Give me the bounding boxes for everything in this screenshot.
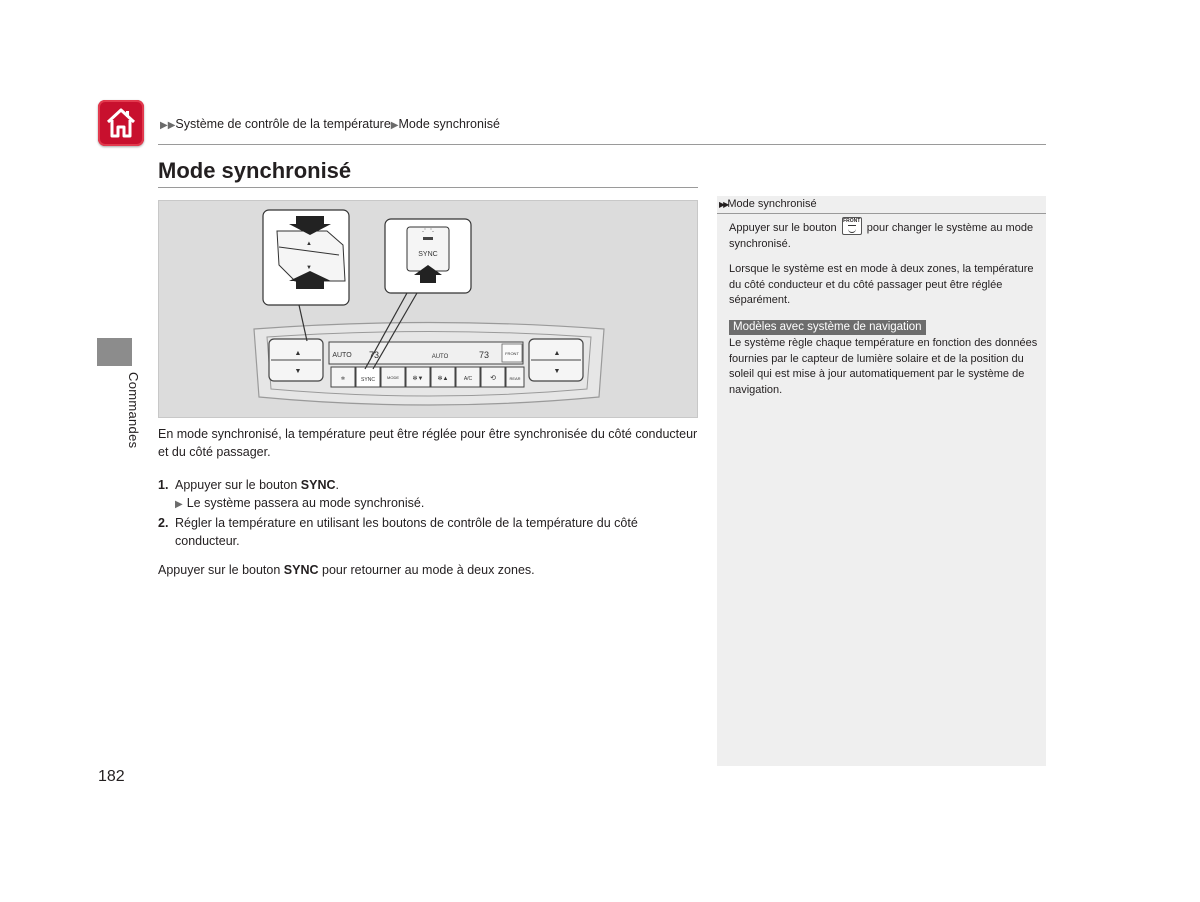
closing-text-end: pour retourner au mode à deux zones. xyxy=(318,563,535,577)
climate-display xyxy=(329,342,523,364)
indicator-light-icon: ⋰⋱ xyxy=(422,227,434,233)
title-divider xyxy=(158,187,698,188)
sync-label-large: SYNC xyxy=(418,251,438,258)
notes-sidebar xyxy=(717,196,1046,766)
recirculation-icon: ⟲ xyxy=(490,375,496,382)
ac-label-small: A/C xyxy=(463,376,473,382)
display-temp-left: 73 xyxy=(368,350,380,360)
reference-icon: ▶▶ xyxy=(719,200,728,209)
auto-left-label: AUTO xyxy=(332,352,352,359)
breadcrumb xyxy=(160,117,500,131)
fan-down-icon: ✻▼ xyxy=(412,376,424,382)
sidebar-title xyxy=(717,196,1046,214)
home-icon xyxy=(105,107,137,139)
header-divider xyxy=(158,144,1046,145)
display-temp-right: 73 xyxy=(478,350,490,360)
step-text: Appuyer sur le bouton xyxy=(175,478,301,492)
page-number: 182 xyxy=(98,768,125,785)
steps-list xyxy=(158,476,698,550)
step-number: 2. xyxy=(158,516,169,530)
sidebar-text: pour changer le système au mode synchronisé. xyxy=(729,222,1034,250)
sync-button-name: SYNC xyxy=(300,478,336,492)
arrow-up-icon: ▲ xyxy=(553,350,561,357)
arrow-down-icon: ▼ xyxy=(294,368,302,375)
intro-paragraph: En mode synchronisé, la température peut être réglée pour être synchronisée du côté conducteur et du côté passager. xyxy=(158,427,698,459)
breadcrumb-arrow-icon: ▶ xyxy=(390,120,399,131)
result-arrow-icon: ▶ xyxy=(175,499,183,510)
arrow-down-icon: ▼ xyxy=(306,265,312,271)
mode-label-small: MODE xyxy=(387,375,399,380)
section-tab-marker[interactable] xyxy=(97,338,132,366)
front-button-icon xyxy=(842,217,862,235)
page-title: Mode synchronisé xyxy=(158,158,352,183)
breadcrumb-link-temperature[interactable]: Système de contrôle de la température xyxy=(175,117,391,131)
arrow-up-icon: ▲ xyxy=(294,350,302,357)
front-button-label: FRONT xyxy=(843,218,861,224)
result-text: Le système passera au mode synchronisé. xyxy=(186,496,425,510)
sync-label-small: SYNC xyxy=(361,377,375,383)
arrow-down-icon: ▼ xyxy=(553,368,561,375)
sidebar-paragraph-2: Lorsque le système est en mode à deux zones, la température du côté conducteur et du côté passager peut être réglée séparément. xyxy=(729,263,1034,306)
sidebar-paragraph-3: Le système règle chaque température en fonction des données fournies par le capteur de lumière solaire et de la position du soleil qui est mise à jour automatiquement par le système de navigation. xyxy=(729,337,1038,396)
step-text-end: . xyxy=(335,478,339,492)
section-tab-label: Commandes xyxy=(126,372,141,449)
breadcrumb-current: Mode synchronisé xyxy=(398,117,500,131)
fan-up-icon: ✻▲ xyxy=(437,376,449,382)
arrow-up-icon: ▲ xyxy=(306,241,312,247)
breadcrumb-arrow-icon: ▶▶ xyxy=(160,120,176,131)
step-number: 1. xyxy=(158,478,169,492)
sidebar-text: Appuyer sur le bouton xyxy=(729,222,840,234)
fan-icon: ✲ xyxy=(340,376,346,382)
sync-button-name: SYNC xyxy=(283,563,319,577)
step-2 xyxy=(158,514,698,550)
step-1-result xyxy=(158,494,698,514)
home-button[interactable] xyxy=(98,100,144,146)
display-auto: AUTO xyxy=(431,354,449,360)
climate-control-illustration xyxy=(158,200,698,418)
model-badge: Modèles avec système de navigation xyxy=(729,320,926,335)
closing-text: Appuyer sur le bouton xyxy=(158,563,284,577)
svg-text:FRONT: FRONT xyxy=(505,351,519,356)
step-text: Régler la température en utilisant les boutons de contrôle de la température du côté conducteur. xyxy=(175,516,638,548)
sidebar-paragraph-1 xyxy=(729,217,1039,252)
closing-paragraph xyxy=(158,561,698,579)
rear-label-small: REAR xyxy=(509,376,521,381)
step-1 xyxy=(158,476,698,494)
sidebar-title-text: Mode synchronisé xyxy=(727,198,817,210)
